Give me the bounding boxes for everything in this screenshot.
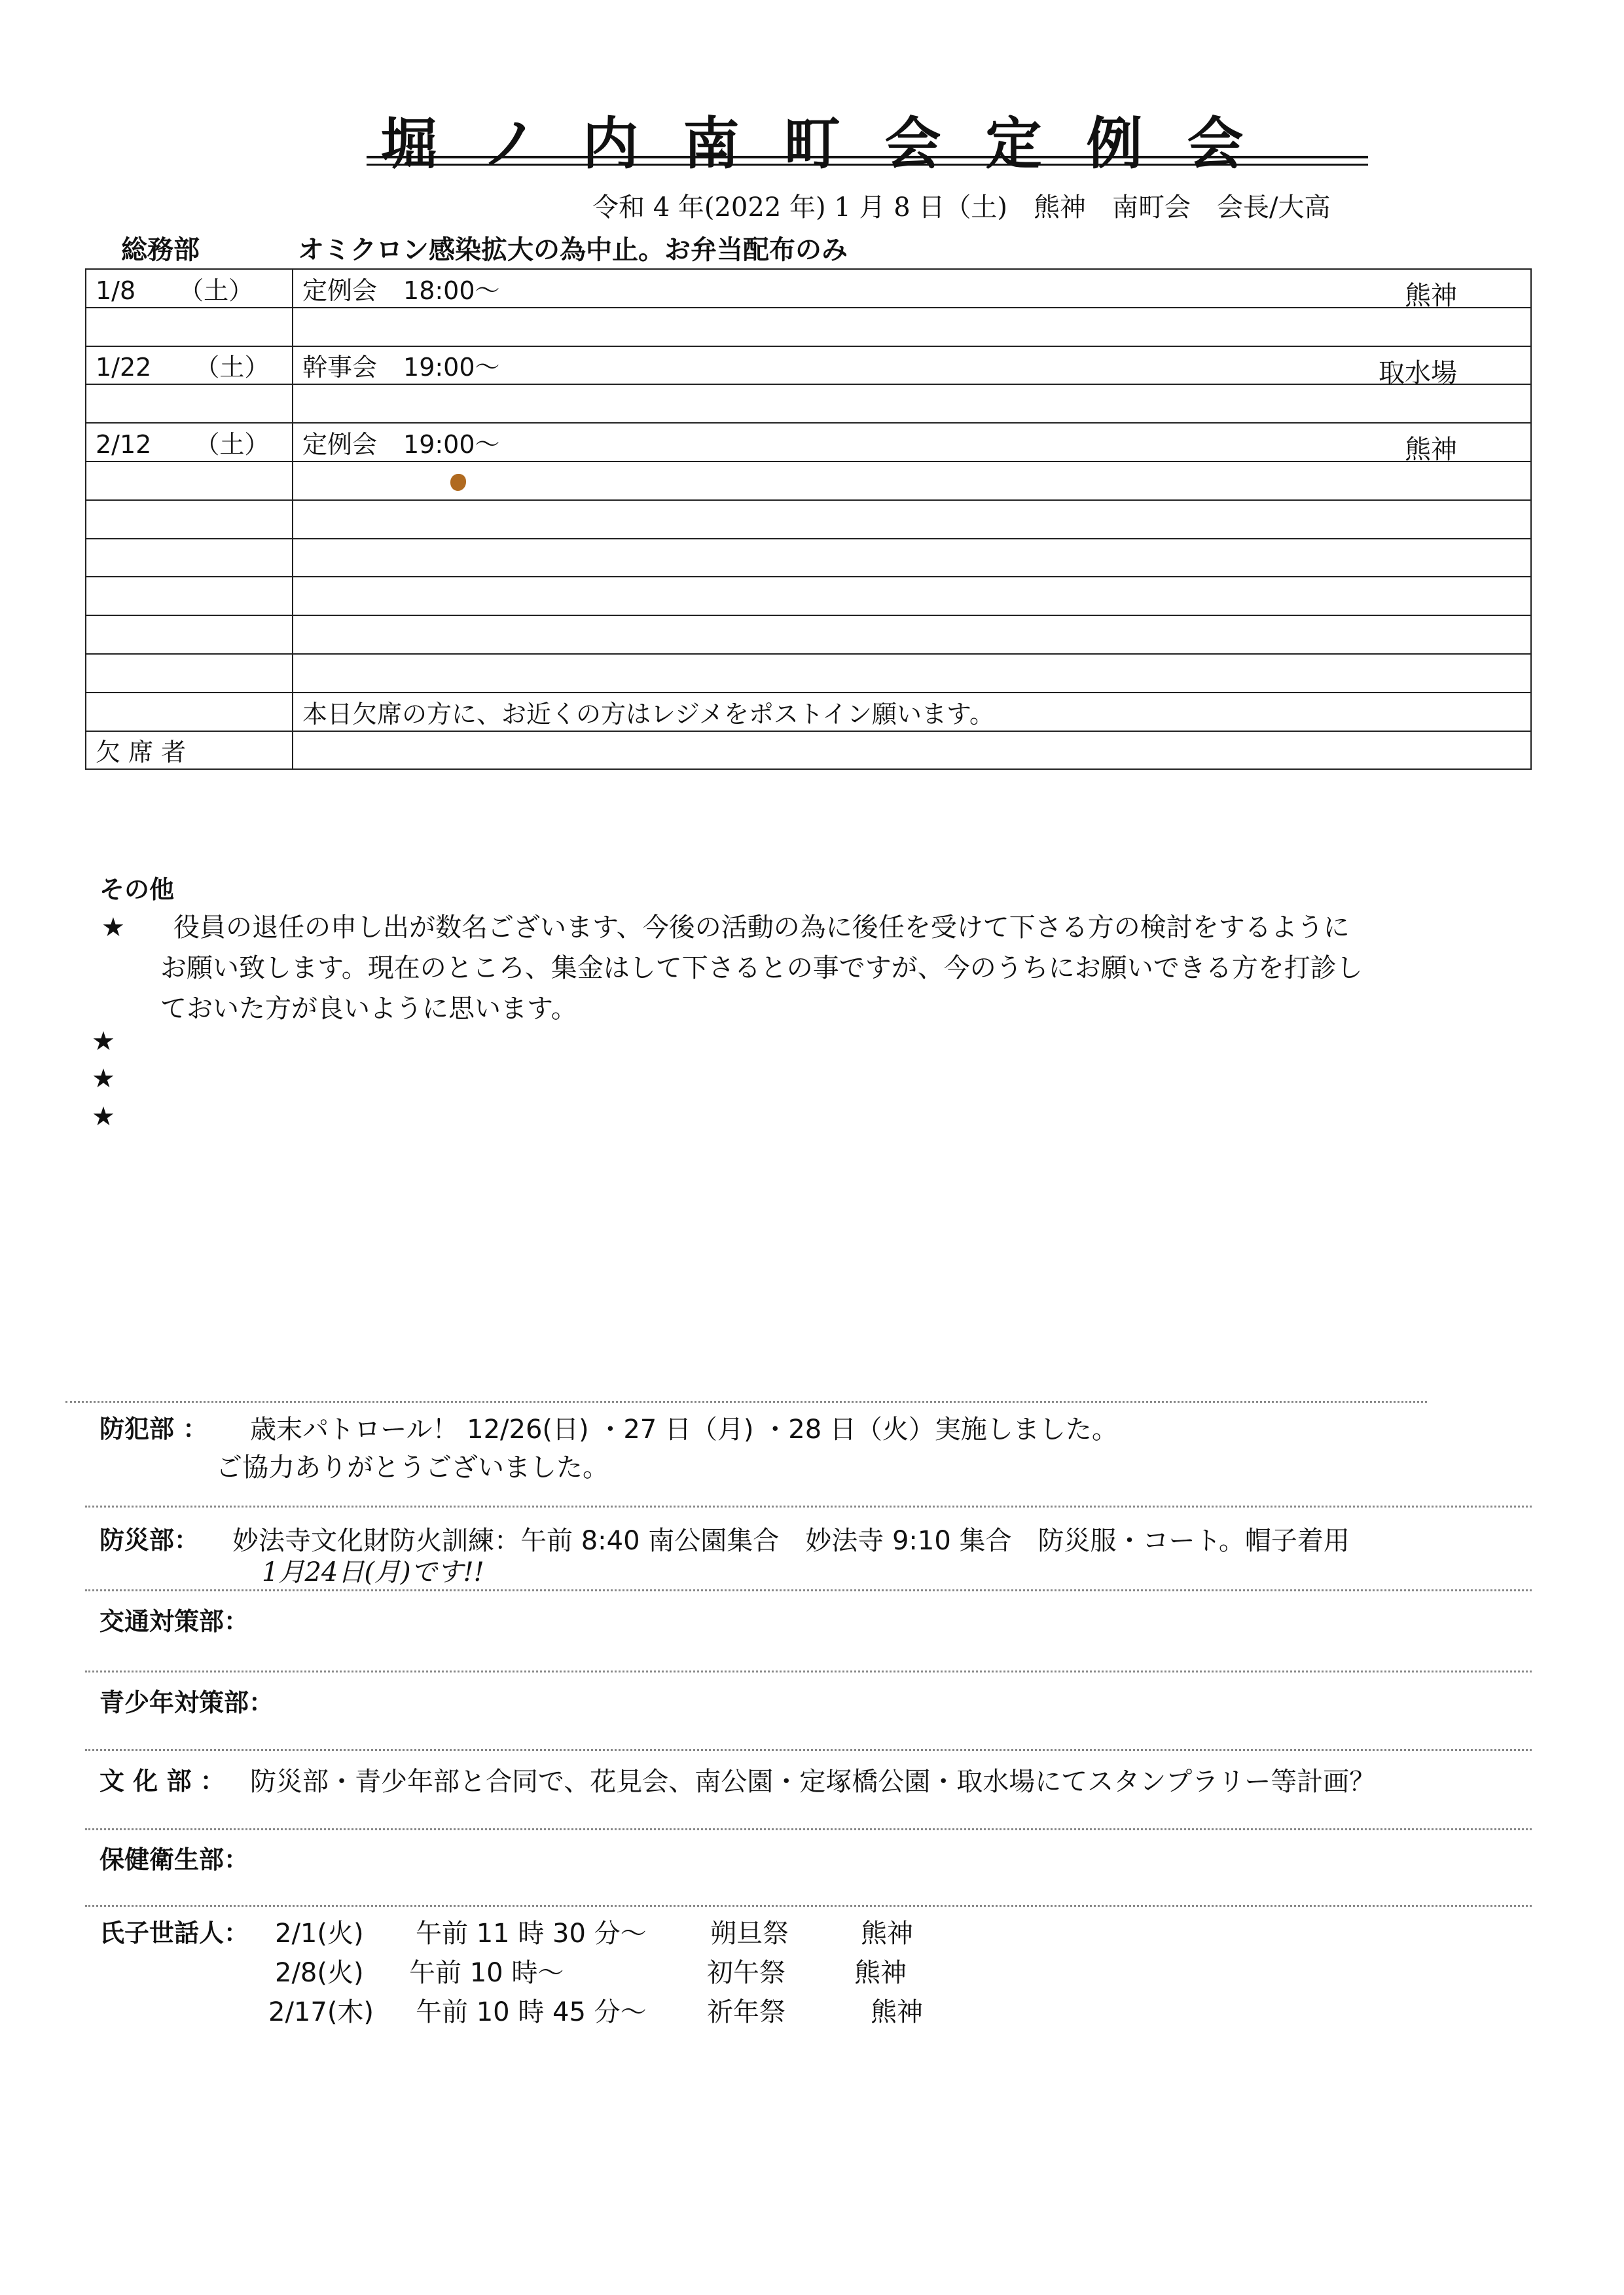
day-of-week: （土） xyxy=(194,430,270,460)
paragraph-line: 役員の退任の申し出が数名ございます、今後の活動の為に後任を受けて下さる方の検討をするように xyxy=(173,913,1350,943)
ujiko-time: 午前 10 時～ xyxy=(409,1958,564,1988)
dotted-rule xyxy=(85,1506,1532,1508)
table-row xyxy=(86,269,1531,308)
title-underline xyxy=(367,156,1368,158)
table-row xyxy=(86,461,1531,500)
table-row xyxy=(86,346,1531,385)
title-underline xyxy=(367,164,1368,166)
dotted-rule xyxy=(85,1671,1532,1672)
ujiko-date: 2/17(木) xyxy=(268,1997,374,2027)
schedule-table xyxy=(85,268,1532,770)
bousai-label: 防災部： xyxy=(99,1526,200,1555)
table-row xyxy=(86,615,1531,654)
star-bullet: ★ xyxy=(101,913,125,943)
bousai-text: 妙法寺文化財防火訓練：午前 8:40 南公園集合 妙法寺 9:10 集合 防災服・コート。帽子着用 xyxy=(232,1526,1350,1556)
star-bullet: ★ xyxy=(92,1026,115,1057)
table-row xyxy=(86,654,1531,693)
table-row xyxy=(86,577,1531,615)
date: 1/22 xyxy=(96,353,152,382)
bohan-label: 防犯部 ： xyxy=(99,1415,208,1443)
star-bullet: ★ xyxy=(92,1102,115,1132)
date-cell xyxy=(86,269,293,308)
date-cell xyxy=(86,423,293,461)
koutsu-label: 交通対策部： xyxy=(99,1607,249,1636)
title-char: 例 xyxy=(1086,111,1143,177)
table-row xyxy=(86,539,1531,577)
table-row xyxy=(86,500,1531,539)
bunka-label: 文 化 部 ： xyxy=(99,1767,225,1796)
ujiko-label: 氏子世話人： xyxy=(99,1919,249,1947)
place: 取水場 xyxy=(1379,357,1457,388)
time: 19:00～ xyxy=(403,430,500,460)
title-char: 町 xyxy=(784,111,840,177)
event-cell xyxy=(293,346,1531,388)
soumu-label: 総務部 xyxy=(121,235,200,265)
absent-label: 欠 席 者 xyxy=(86,731,293,770)
ujiko-event: 朔旦祭 xyxy=(710,1919,789,1949)
dotted-rule xyxy=(85,1905,1532,1907)
table-row xyxy=(86,731,1531,770)
ujiko-date: 2/1(火) xyxy=(275,1919,364,1949)
ujiko-place: 熊神 xyxy=(871,1997,923,2027)
table-row xyxy=(86,423,1531,461)
ujiko-time: 午前 11 時 30 分～ xyxy=(416,1919,647,1949)
date: 1/8 xyxy=(96,276,136,305)
title-char: ノ xyxy=(481,111,538,177)
meeting-dateline: 令和 4 年(2022 年) 1 月 8 日（土) 熊神 南町会 会長/大高 xyxy=(592,192,1331,223)
date-cell xyxy=(86,346,293,385)
bohan-text: ご協力ありがとうございました。 xyxy=(216,1453,609,1483)
event: 幹事会 xyxy=(302,353,378,382)
soumu-note: オミクロン感染拡大の為中止。お弁当配布のみ xyxy=(298,235,848,265)
title-char: 会 xyxy=(884,111,941,177)
time: 18:00～ xyxy=(403,276,500,305)
ujiko-place: 熊神 xyxy=(854,1958,907,1988)
day-of-week: （土） xyxy=(194,353,270,382)
hoken-label: 保健衛生部： xyxy=(99,1845,249,1874)
dotted-rule xyxy=(85,1828,1532,1830)
bousai-handwritten-note: 1月24日(月)です!! xyxy=(262,1557,484,1587)
event: 定例会 xyxy=(302,276,378,305)
star-bullet: ★ xyxy=(92,1064,115,1094)
paragraph-line: お願い致します。現在のところ、集金はして下さるとの事ですが、今のうちにお願いできる方を打診し xyxy=(160,953,1363,983)
paragraph-line: ておいた方が良いように思います。 xyxy=(160,994,577,1024)
ujiko-event: 初午祭 xyxy=(707,1958,785,1988)
place: 熊神 xyxy=(1405,435,1457,465)
seishounen-label: 青少年対策部： xyxy=(99,1688,274,1717)
event-cell xyxy=(293,269,1531,311)
sonota-label: その他 xyxy=(99,875,175,904)
dotted-rule xyxy=(85,1749,1532,1751)
ujiko-date: 2/8(火) xyxy=(275,1958,364,1988)
event: 定例会 xyxy=(302,430,378,460)
title-char: 堀 xyxy=(380,111,437,177)
absent-note: 本日欠席の方に、お近くの方はレジメをポストイン願います。 xyxy=(293,693,1531,731)
title-char: 会 xyxy=(1187,111,1244,177)
table-row xyxy=(86,693,1531,731)
event-cell xyxy=(293,423,1531,465)
page-title xyxy=(0,98,1624,179)
bohan-text: 歳末パトロール！ 12/26(日) ・27 日（月) ・28 日（火）実施しました。 xyxy=(250,1415,1118,1445)
day-of-week: （土） xyxy=(179,276,254,305)
title-char: 南 xyxy=(683,111,740,177)
ujiko-event: 祈年祭 xyxy=(707,1997,785,2027)
date: 2/12 xyxy=(96,430,152,460)
ujiko-place: 熊神 xyxy=(861,1919,913,1949)
title-char: 内 xyxy=(582,111,639,177)
ujiko-time: 午前 10 時 45 分～ xyxy=(416,1997,647,2027)
time: 19:00～ xyxy=(403,353,500,382)
table-row xyxy=(86,308,1531,346)
bunka-text: 防災部・青少年部と合同で、花見会、南公園・定塚橋公園・取水場にてスタンプラリー等計画？ xyxy=(250,1767,1376,1797)
dotted-rule xyxy=(85,1589,1532,1591)
place: 熊神 xyxy=(1405,281,1457,311)
table-row xyxy=(86,384,1531,423)
title-char: 定 xyxy=(985,111,1042,177)
sonota-paragraph xyxy=(101,907,1542,1029)
dotted-rule xyxy=(65,1401,1427,1403)
